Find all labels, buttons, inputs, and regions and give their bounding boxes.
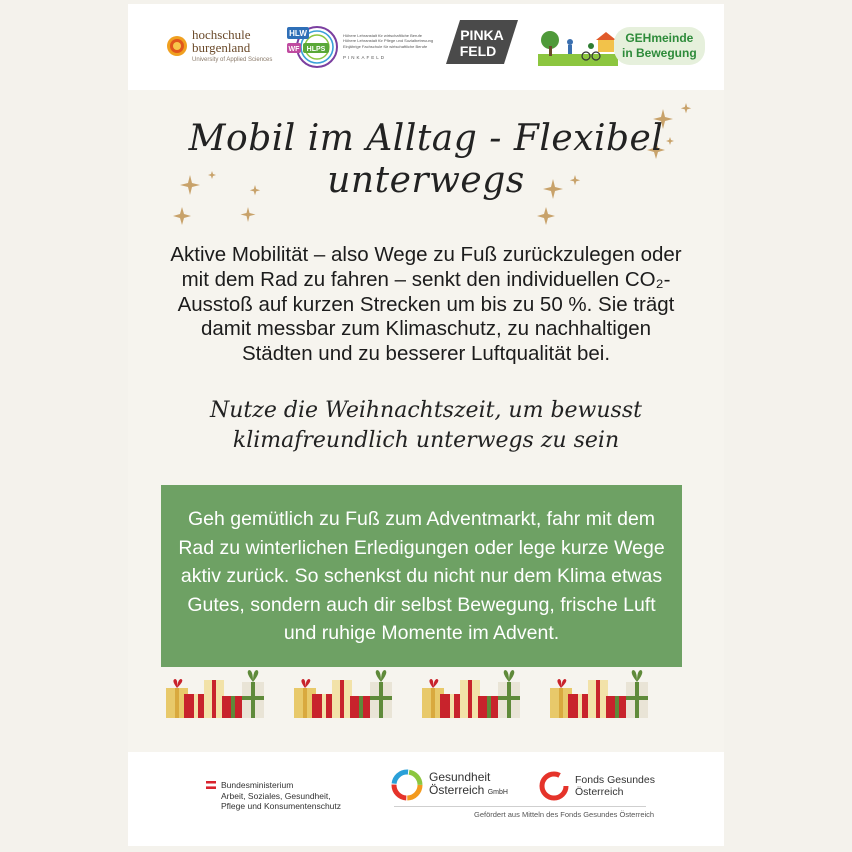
tip-line: Rad zu winterlichen Erledigungen oder lege kurze Wege (178, 536, 665, 559)
goeg-logo (390, 768, 508, 802)
body-line: damit messbar zum Klimaschutz, zu nachhaltigen (200, 317, 652, 341)
fgoe-line1: Fonds Gesundes (575, 774, 655, 786)
gehmeinde-scene-icon (538, 26, 618, 66)
hlw-desc-line3: Einjährige Fachschule für wirtschaftliche Berufe (343, 43, 428, 49)
fgoe-logo (538, 770, 655, 802)
gehmeinde-line2: in Bewegung (622, 46, 697, 60)
ministry-line2: Arbeit, Soziales, Gesundheit, (221, 790, 331, 801)
gift-group (166, 670, 264, 718)
subtitle-line2: klimafreundlich unterwegs zu sein (232, 428, 620, 453)
intro-paragraph (150, 243, 702, 367)
tip-box (161, 485, 682, 667)
tip-line: und ruhige Momente im Advent. (283, 622, 560, 644)
body-line: Ausstoß auf kurzen Strecken um bis zu 50 %. Sie trägt (177, 292, 675, 316)
pinkafeld-logo (446, 20, 518, 64)
badge-hlps-text: HLPS (306, 46, 326, 53)
tip-line: Gutes, sondern auch dir selbst Bewegung, frische Luft (187, 593, 656, 616)
fgoe-line2: Österreich (575, 786, 624, 798)
title-line2: unterwegs (327, 160, 525, 201)
gift-group (550, 670, 648, 718)
body-line: Aktive Mobilität – also Wege zu Fuß zurückzulegen oder (170, 243, 682, 266)
logo-text-line3: University of Applied Sciences (192, 57, 273, 63)
subtitle-line1: Nutze die Weihnachtszeit, um bewusst (210, 398, 642, 423)
hlw-town: PINKAFELD (343, 55, 387, 61)
title-line1: Mobil im Alltag - Flexibel (188, 118, 664, 159)
christmas-subtitle (200, 396, 652, 456)
funding-note: Gefördert aus Mitteln des Fonds Gesundes Österreich (474, 810, 655, 819)
page-title (180, 118, 672, 202)
body-line: mit dem Rad zu fahren – senkt den individuellen CO₂- (181, 267, 671, 291)
sun-logo-icon (166, 35, 188, 57)
gehmeinde-logo (538, 26, 705, 66)
gift-boxes-row (164, 670, 676, 720)
tip-line: Geh gemütlich zu Fuß zum Adventmarkt, fahr mit dem (187, 508, 656, 530)
fgoe-ring-icon (538, 770, 570, 802)
tip-text (161, 505, 682, 648)
logo-text-line2: burgenland (192, 40, 251, 55)
pinka-text: PINKA (460, 27, 504, 43)
goeg-line1: Gesundheit (429, 770, 491, 784)
hochschule-burgenland-logo (166, 28, 272, 63)
sparkle-icon (173, 207, 191, 225)
goeg-ring-icon (390, 768, 424, 802)
hlw-desc-line2: Höhere Lehranstalt für Pflege und Sozialbetreuung (343, 38, 434, 44)
goeg-suffix: GmbH (487, 789, 508, 796)
hlw-hlps-logo (285, 24, 433, 70)
goeg-line2: Österreich (429, 783, 485, 797)
hlw-desc-line1: Höhere Lehranstalt für wirtschaftliche Berufe (343, 32, 422, 38)
gehmeinde-label (614, 27, 705, 65)
tip-line: aktiv zurück. So schenkst du nicht nur dem Klima etwas (180, 565, 663, 587)
gehmeinde-line1: GEHmeinde (625, 31, 694, 45)
feld-text: FELD (459, 43, 497, 59)
footer-divider (394, 806, 646, 807)
pinkafeld-mark-icon (446, 20, 518, 64)
austria-flag-icon (206, 781, 216, 789)
badge-hlw-text: HLW (289, 29, 307, 38)
body-line: Städten und zu besserer Luftqualität bei. (241, 342, 611, 366)
sparkle-icon (241, 207, 256, 222)
gift-group (422, 670, 520, 718)
ministry-line1: Bundesministerium (221, 780, 294, 790)
hlw-badge-icon (285, 24, 339, 70)
hlw-description (343, 33, 433, 61)
sparkle-icon (681, 103, 691, 113)
badge-wf-text: WF (288, 46, 300, 53)
logo-text-line1: hochschule (192, 27, 251, 42)
sparkle-icon (537, 207, 555, 225)
gift-group (294, 670, 392, 718)
ministry-line3: Pflege und Konsumentenschutz (221, 801, 342, 811)
